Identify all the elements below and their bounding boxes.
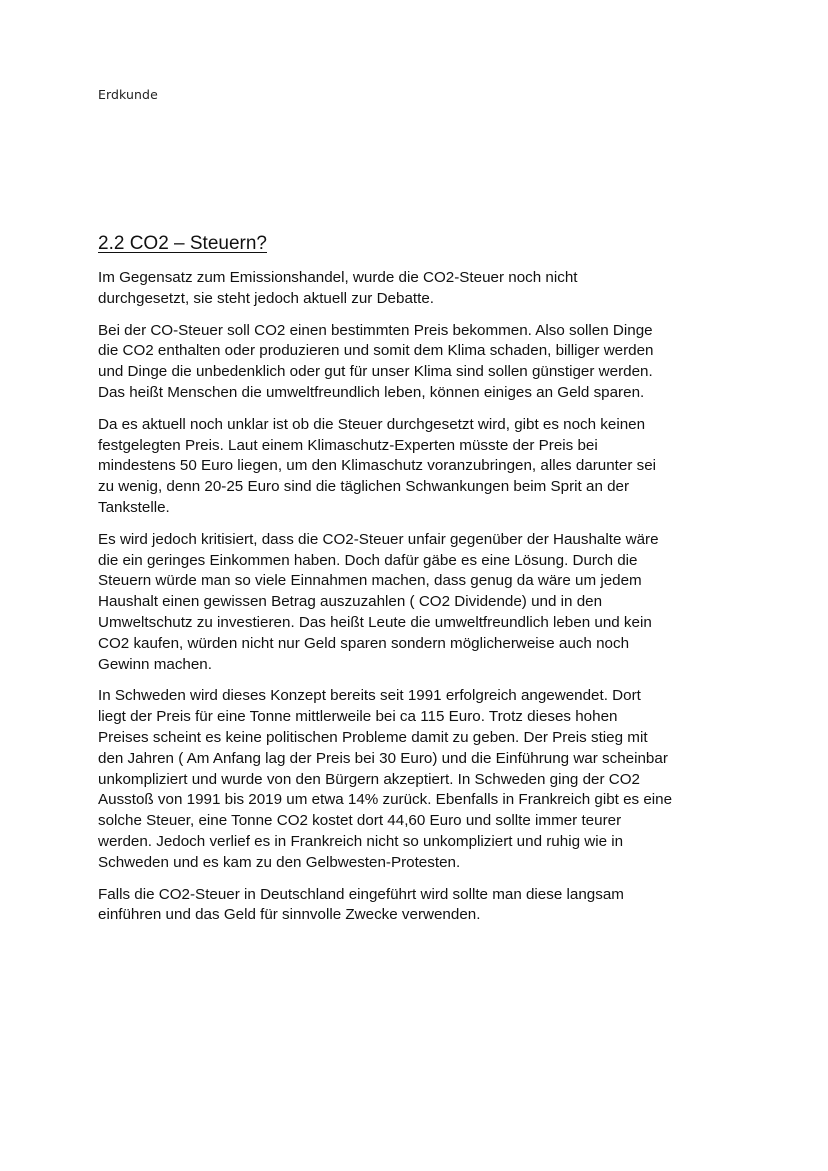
text-line: Preises scheint es keine politischen Probleme damit zu geben. Der Preis stieg mit (98, 728, 648, 746)
paragraph-price (98, 415, 738, 519)
text-line: Schweden und es kam zu den Gelbwesten-Protesten. (98, 853, 461, 871)
text-line: Tankstelle. (98, 498, 170, 516)
paragraph-criticism (98, 530, 738, 676)
text-line: Das heißt Menschen die umweltfreundlich leben, können einiges an Geld sparen. (98, 383, 645, 401)
text-line: Steuern würde man so viele Einnahmen machen, dass genug da wäre um jedem (98, 572, 642, 590)
text-line: den Jahren ( Am Anfang lag der Preis bei 30 Euro) und die Einführung war scheinbar (98, 749, 668, 767)
text-line: CO2 kaufen, würden nicht nur Geld sparen sondern möglicherweise auch noch (98, 634, 630, 652)
text-line: Bei der CO-Steuer soll CO2 einen bestimmten Preis bekommen. Also sollen Dinge (98, 321, 653, 339)
text-line: unkompliziert und wurde von den Bürgern akzeptiert. In Schweden ging der CO2 (98, 770, 640, 788)
text-line: Falls die CO2-Steuer in Deutschland eingeführt wird sollte man diese langsam (98, 885, 624, 903)
text-line: Ausstoß von 1991 bis 2019 um etwa 14% zurück. Ebenfalls in Frankreich gibt es eine (98, 791, 673, 809)
text-line: die ein geringes Einkommen haben. Doch dafür gäbe es eine Lösung. Durch die (98, 551, 638, 569)
running-header: Erdkunde (98, 87, 158, 102)
text-line: Haushalt einen gewissen Betrag auszuzahlen ( CO2 Dividende) und in den (98, 593, 603, 611)
text-line: Umweltschutz zu investieren. Das heißt Leute die umweltfreundlich leben und kein (98, 613, 652, 631)
text-line: In Schweden wird dieses Konzept bereits seit 1991 erfolgreich angewendet. Dort (98, 687, 641, 705)
section-content (98, 232, 738, 937)
text-line: Es wird jedoch kritisiert, dass die CO2-Steuer unfair gegenüber der Haushalte wäre (98, 530, 659, 548)
text-line: liegt der Preis für eine Tonne mittlerweile bei ca 115 Euro. Trotz dieses hohen (98, 708, 618, 726)
text-line: Da es aktuell noch unklar ist ob die Steuer durchgesetzt wird, gibt es noch keinen (98, 415, 646, 433)
text-line: mindestens 50 Euro liegen, um den Klimaschutz voranzubringen, alles darunter sei (98, 457, 657, 475)
text-line: werden. Jedoch verlief es in Frankreich nicht so unkompliziert und ruhig wie in (98, 832, 624, 850)
section-title: 2.2 CO2 – Steuern? (98, 233, 267, 254)
text-line: einführen und das Geld für sinnvolle Zwecke verwenden. (98, 906, 481, 924)
text-line: solche Steuer, eine Tonne CO2 kostet dort 44,60 Euro und sollte immer teurer (98, 812, 622, 830)
paragraph-intro (98, 268, 738, 310)
paragraph-conclusion (98, 885, 738, 927)
paragraph-sweden-france (98, 686, 738, 873)
text-line: die CO2 enthalten oder produzieren und somit dem Klima schaden, billiger werden (98, 342, 654, 360)
paragraph-concept (98, 321, 738, 404)
text-line: festgelegten Preis. Laut einem Klimaschutz-Experten müsste der Preis bei (98, 436, 598, 454)
text-line: Gewinn machen. (98, 655, 212, 673)
text-line: und Dinge die unbedenklich oder gut für unser Klima sind sollen günstiger werden. (98, 363, 653, 381)
text-line: zu wenig, denn 20-25 Euro sind die täglichen Schwankungen beim Sprit an der (98, 478, 630, 496)
text-line: Im Gegensatz zum Emissionshandel, wurde die CO2-Steuer noch nicht (98, 269, 578, 286)
text-line: durchgesetzt, sie steht jedoch aktuell zur Debatte. (98, 289, 435, 307)
